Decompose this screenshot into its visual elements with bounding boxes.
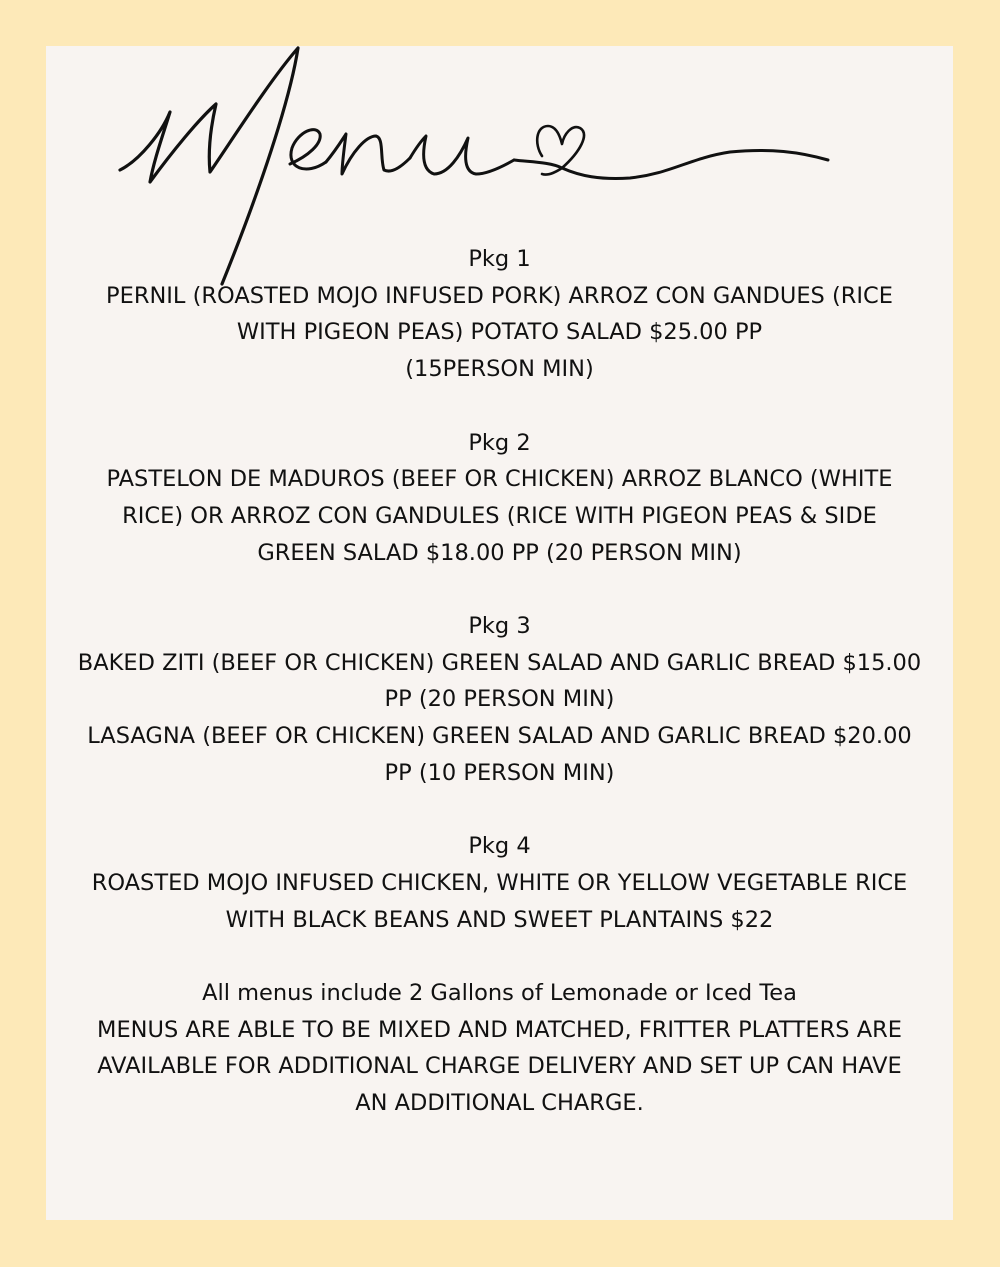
package-line: RICE) OR ARROZ CON GANDULES (RICE WITH PIGEON PEAS & SIDE: [122, 502, 877, 529]
package-line: WITH BLACK BEANS AND SWEET PLANTAINS $22: [225, 906, 774, 933]
package-line: WITH PIGEON PEAS) POTATO SALAD $25.00 PP: [236, 319, 763, 346]
section-spacer: [46, 938, 953, 975]
package-label: Pkg 2: [468, 429, 531, 456]
package-label: Pkg 3: [468, 613, 531, 639]
package-line: PP (10 PERSON MIN): [384, 759, 615, 786]
package-line: PASTELON DE MADUROS (BEEF OR CHICKEN) ARROZ BLANCO (WHITE: [106, 466, 893, 493]
package-label: Pkg 4: [468, 833, 531, 860]
notes-line: AVAILABLE FOR ADDITIONAL CHARGE DELIVERY AND SET UP CAN HAVE: [97, 1053, 902, 1080]
flourish-swash: [514, 150, 828, 178]
package-line: GREEN SALAD $18.00 PP (20 PERSON MIN): [257, 539, 742, 566]
menu-content: [46, 241, 953, 1122]
section-spacer: [46, 571, 953, 608]
package-line: (15PERSON MIN): [405, 356, 594, 383]
package-line: BAKED ZITI (BEEF OR CHICKEN) GREEN SALAD AND GARLIC BREAD $15.00: [77, 649, 922, 676]
notes-line: MENUS ARE ABLE TO BE MIXED AND MATCHED, FRITTER PLATTERS ARE: [97, 1016, 902, 1043]
package-line: PP (20 PERSON MIN): [384, 686, 615, 713]
notes-line: AN ADDITIONAL CHARGE.: [355, 1090, 644, 1117]
section-spacer: [46, 792, 953, 829]
package-line: LASAGNA (BEEF OR CHICKEN) GREEN SALAD AND GARLIC BREAD $20.00: [87, 723, 912, 750]
script-letter-e: [290, 130, 326, 169]
section-spacer: [46, 388, 953, 425]
package-line: PERNIL (ROASTED MOJO INFUSED PORK) ARROZ CON GANDUES (RICE: [106, 282, 893, 309]
notes-line: All menus include 2 Gallons of Lemonade or Iced Tea: [202, 980, 797, 1006]
package-label: Pkg 1: [468, 246, 531, 272]
script-letter-u: [410, 136, 514, 174]
package-line: ROASTED MOJO INFUSED CHICKEN, WHITE OR YELLOW VEGETABLE RICE: [91, 869, 908, 896]
script-letter-n: [326, 134, 410, 174]
